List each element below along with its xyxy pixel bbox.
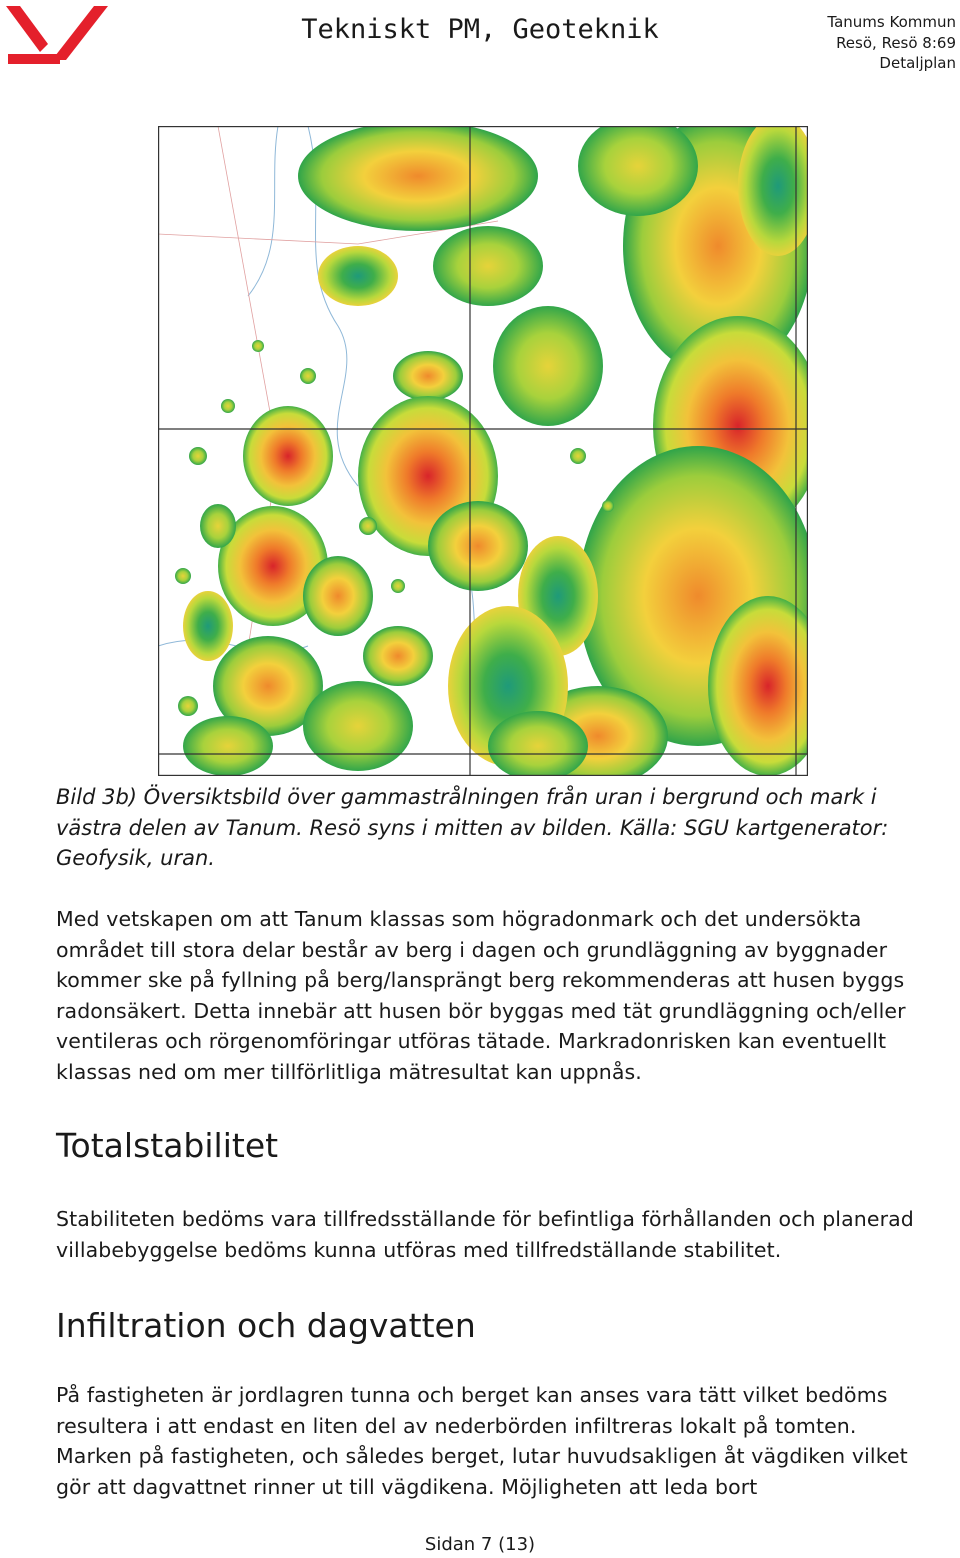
- logo-base-bar: [8, 54, 60, 64]
- document-title: Tekniskt PM, Geoteknik: [301, 14, 659, 45]
- meta-plan-type: Detaljplan: [879, 54, 956, 72]
- uranium-radiation-map: [158, 126, 808, 776]
- document-meta: [827, 12, 956, 74]
- heading-infiltration: Infiltration och dagvatten: [56, 1306, 476, 1345]
- meta-municipality: Tanums Kommun: [827, 13, 956, 31]
- heading-totalstabilitet: Totalstabilitet: [56, 1126, 279, 1165]
- paragraph-infiltration: På fastigheten är jordlagren tunna och berget kan anses vara tätt vilket bedöms resultera i att endast en liten del av nederbörden infiltreras lokalt på tomten. Marken på fastigheten, och således berget, lutar huvudsakligen åt vägdiken vilket gör att dagvattnet rinner ut till vägdikena. Möjligheten att leda bort: [56, 1383, 908, 1499]
- meta-property: Resö, Resö 8:69: [836, 33, 956, 52]
- paragraph-radon: Med vetskapen om att Tanum klassas som högradonmark och det undersökta området till stora delar består av berg i dagen och grundläggning av byggnader kommer ske på fyllning på berg/lansprängt berg rekommenderas att husen byggs radonsäkert. Detta innebär att husen bör byggas med tät grundläggning och/eller ventileras och rörgenomföringar utföras tätade. Markradonrisken kan eventuellt klassas ned om mer tillförlitliga mätresultat kan uppnås.: [56, 907, 906, 1084]
- page-number: Sidan 7 (13): [424, 1534, 536, 1555]
- paragraph-stability: Stabiliteten bedöms vara tillfredsställande för befintliga förhållanden och planerad villabebyggelse bedöms kunna utföras med tillfredställande stabilitet.: [56, 1207, 914, 1262]
- figure-caption: Bild 3b) Översiktsbild över gammastrålningen från uran i bergrund och mark i västra delen av Tanum. Resö syns i mitten av bilden. Källa: SGU kartgenerator: Geofysik, uran.: [56, 785, 889, 870]
